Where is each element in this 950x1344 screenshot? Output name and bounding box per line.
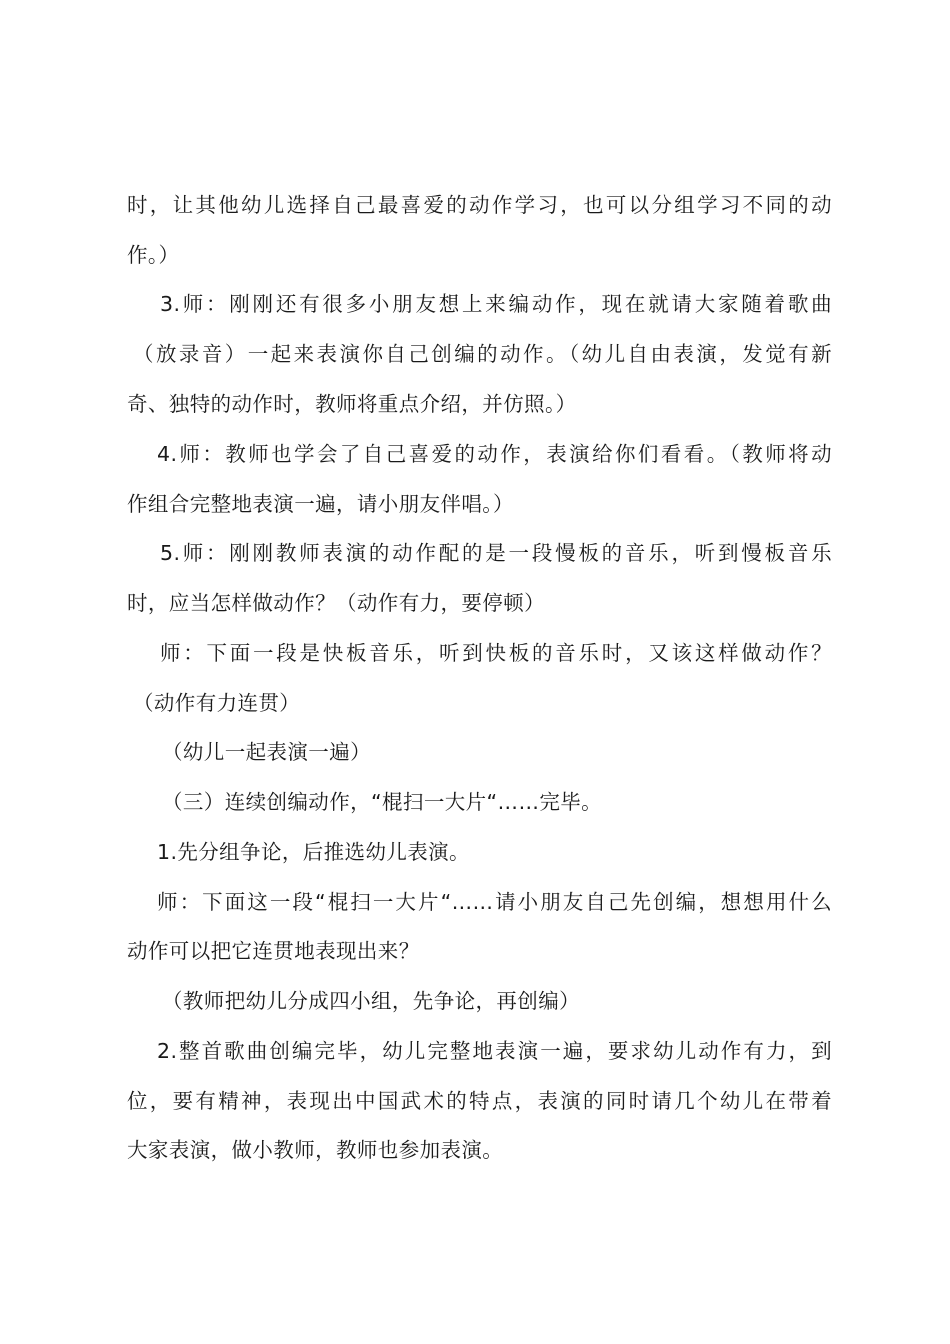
paragraph-line: 位，要有精神，表现出中国武术的特点，表演的同时请几个幼儿在带着 bbox=[127, 1089, 832, 1113]
paragraph-line: 大家表演，做小教师，教师也参加表演。 bbox=[127, 1138, 504, 1162]
paragraph-line: （动作有力连贯） bbox=[133, 691, 301, 715]
paragraph-line: 5.师：刚刚教师表演的动作配的是一段慢板的音乐，听到慢板音乐 bbox=[160, 541, 832, 565]
paragraph-line: 2.整首歌曲创编完毕，幼儿完整地表演一遍，要求幼儿动作有力，到 bbox=[157, 1039, 832, 1063]
paragraph-line: 作。） bbox=[127, 243, 180, 267]
paragraph-line: 时，让其他幼儿选择自己最喜爱的动作学习，也可以分组学习不同的动 bbox=[127, 193, 832, 217]
section-heading: （三）连续创编动作，“棍扫一大片“……完毕。 bbox=[162, 790, 603, 814]
paragraph-line: 师：下面这一段“棍扫一大片“……请小朋友自己先创编，想想用什么 bbox=[157, 890, 832, 914]
paragraph-line: 作组合完整地表演一遍，请小朋友伴唱。） bbox=[127, 492, 514, 516]
paragraph-line: （幼儿一起表演一遍） bbox=[162, 740, 371, 764]
paragraph-line: （教师把幼儿分成四小组，先争论，再创编） bbox=[162, 989, 580, 1013]
paragraph-line: 4.师：教师也学会了自己喜爱的动作，表演给你们看看。（教师将动 bbox=[157, 442, 832, 466]
paragraph-line: 1.先分组争论，后推选幼儿表演。 bbox=[157, 840, 470, 864]
paragraph-line: 师：下面一段是快板音乐，听到快板的音乐时，又该这样做动作？ bbox=[160, 641, 832, 665]
paragraph-line: 3.师：刚刚还有很多小朋友想上来编动作，现在就请大家随着歌曲 bbox=[160, 292, 832, 316]
paragraph-line: 动作可以把它连贯地表现出来？ bbox=[127, 939, 420, 963]
paragraph-line: （放录音）一起来表演你自己创编的动作。（幼儿自由表演，发觉有新 bbox=[133, 342, 832, 366]
paragraph-line: 时，应当怎样做动作？（动作有力，要停顿） bbox=[127, 591, 545, 615]
paragraph-line: 奇、独特的动作时，教师将重点介绍，并仿照。） bbox=[127, 392, 577, 416]
